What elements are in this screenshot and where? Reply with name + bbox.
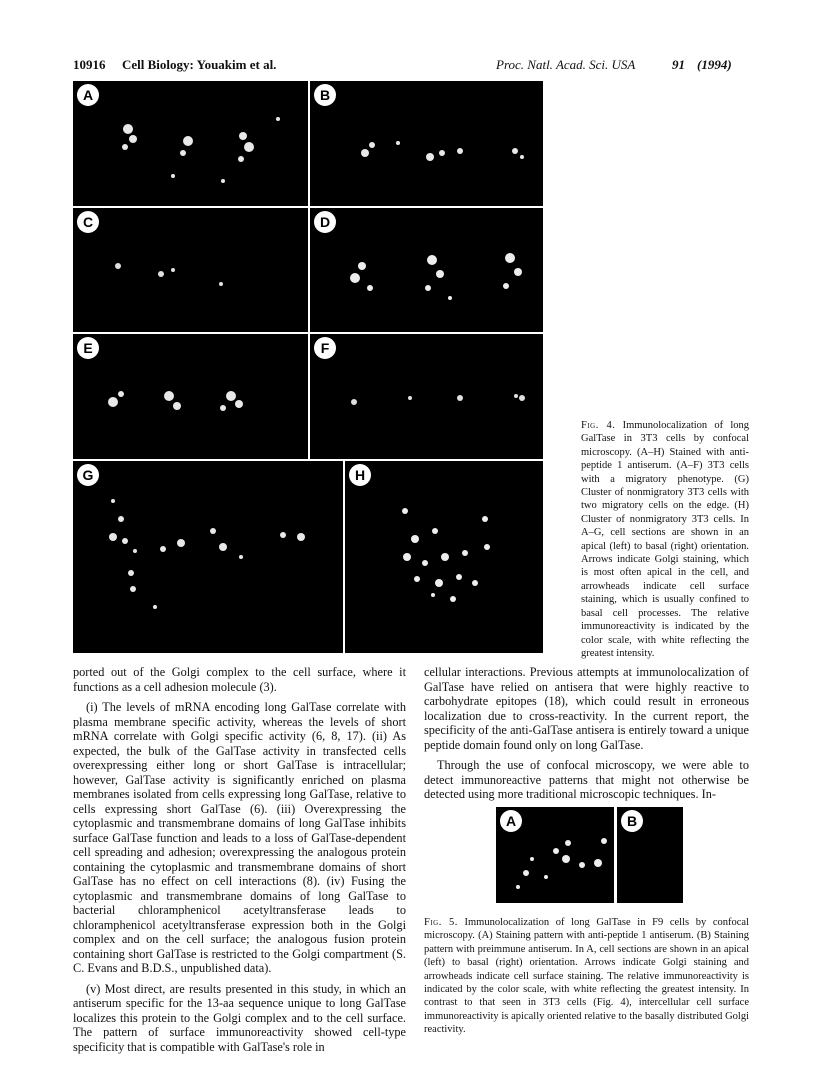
paragraph: cellular interactions. Previous attempts at immunolocalization of GalTase have relied on antisera that were highly reactive to carbohydrate epitopes (18), which could result in erroneous localization due to cross-reactivity. In the current report, the specificity of the anti-GalTase antisera is entirely toward a unique peptide domain found only on long GalTase. [424,665,749,752]
journal-year: (1994) [697,57,732,72]
figure4-caption-text: Immunolocalization of long GalTase in 3T3 cells by confocal microscopy. (A–H) Stained with anti-peptide 1 antiserum. (A–F) 3T3 cells with a migratory phenotype. (G) Cluster of nonmigratory 3T3 cells with two migratory cells on the edge. (H) Cluster of nonmigratory 3T3 cells. In A–G, cell sections are shown in an apical (left) to basal (right) orientation. Arrows indicate Golgi staining, which is most often apical in the cell, and arrowheads indicate cell surface staining, which is usually confined to basal cell processes. The relative immunoreactivity is indicated by the color scale, with white reflecting the greatest intensity. [581,420,749,659]
figure4-panel-d [310,208,543,332]
paragraph: (v) Most direct, are results presented in this study, in which an antiserum specific for the 13-aa sequence unique to long GalTase localizes this protein to the Golgi complex and to the cell surface. The pattern of surface immunoreactivity showed cell-type specificity that is compatible with GalTase's role in [73,981,406,1054]
figure5-caption-text: Immunolocalization of long GalTase in F9 cells by confocal microscopy. (A) Staining pattern with anti-peptide 1 antiserum. (B) Staining pattern with preimmune antiserum. In A, cell sections are shown in an apical (left) to basal (right) orientation. Arrows indicate Golgi staining and arrowheads indicate cell surface staining. The relative immunoreactivity is indicated by the color scale, with white reflecting the greatest intensity. In contrast to that seen in 3T3 cells (Fig. 4), intercellular cell surface immunoreactivity is apically oriented relative to the basally distributed Golgi reactivity. [424,917,749,1036]
figure5-panel-b [617,807,683,903]
figure4-panel-b [310,81,543,206]
panel-label-d: D [314,211,336,233]
figure4-panel-g [73,461,343,653]
figure4-panel-h [345,461,543,653]
panel-label-b: B [621,810,643,832]
journal-volume: 91 [672,57,685,72]
paragraph: ported out of the Golgi complex to the cell surface, where it functions as a cell adhesion molecule (3). [73,665,406,694]
figure4-panel-f [310,334,543,459]
figure4-caption [581,419,749,660]
micrograph-e [73,334,308,459]
figure4-panel-a [73,81,308,206]
right-column [424,665,749,802]
micrograph-a [73,81,308,206]
micrograph-h [345,461,543,653]
panel-label-a: A [77,84,99,106]
panel-label-e: E [77,337,99,359]
paragraph: (i) The levels of mRNA encoding long GalTase correlate with plasma membrane specific activity, whereas the levels of short mRNA correlate with Golgi specific activity (6, 8, 17). (ii) As expected, the bulk of the GalTase activity in transfected cells overexpressing either long or short GalTase is intracellular; however, GalTase activity is significantly enriched on plasma membranes isolated from cells expressing long GalTase, relative to cells expressing short GalTase (6). (iii) Overexpressing the cytoplasmic and transmembrane domains of long GalTase inhibits surface GalTase function and leads to a loss of GalTase-dependent cell spreading and adhesion; overexpressing the analogous protein containing the cytoplasmic and transmembrane domains of short GalTase has no effect on cell interactions (8). (iv) Fusing the cytoplasmic and transmembrane domains of long GalTase to bacterial chloramphenicol acetyltransferase leads to chloramphenicol acetyltransferase expression both in the Golgi complex and on the cell surface; the analogous fusion protein containing short GalTase is restricted to the Golgi compartment (S. C. Evans and B.D.S., unpublished data). [73,700,406,975]
figure5-caption-label: Fig. 5. [424,917,458,928]
figure4-panel-e [73,334,308,459]
figure5-panel-a [496,807,614,903]
panel-label-a: A [500,810,522,832]
figure5-caption [424,916,749,1037]
micrograph-g [73,461,343,653]
running-title: Cell Biology: Youakim et al. [122,57,277,72]
micrograph-c [73,208,308,332]
volume-separator [686,57,689,73]
panel-label-c: C [77,211,99,233]
page-number: 10916 [73,57,106,72]
figure4-caption-label: Fig. 4. [581,420,616,431]
panel-label-f: F [314,337,336,359]
micrograph-f9-a [496,807,614,903]
paragraph: Through the use of confocal microscopy, we were able to detect immunoreactive patterns that might not otherwise be detected using more traditional microscopic techniques. In- [424,758,749,801]
micrograph-f [310,334,543,459]
journal-name: Proc. Natl. Acad. Sci. USA [496,57,636,72]
micrograph-d [310,208,543,332]
left-column [73,665,406,1054]
figure4-panel-c [73,208,308,332]
panel-label-b: B [314,84,336,106]
panel-label-h: H [349,464,371,486]
panel-label-g: G [77,464,99,486]
micrograph-b [310,81,543,206]
